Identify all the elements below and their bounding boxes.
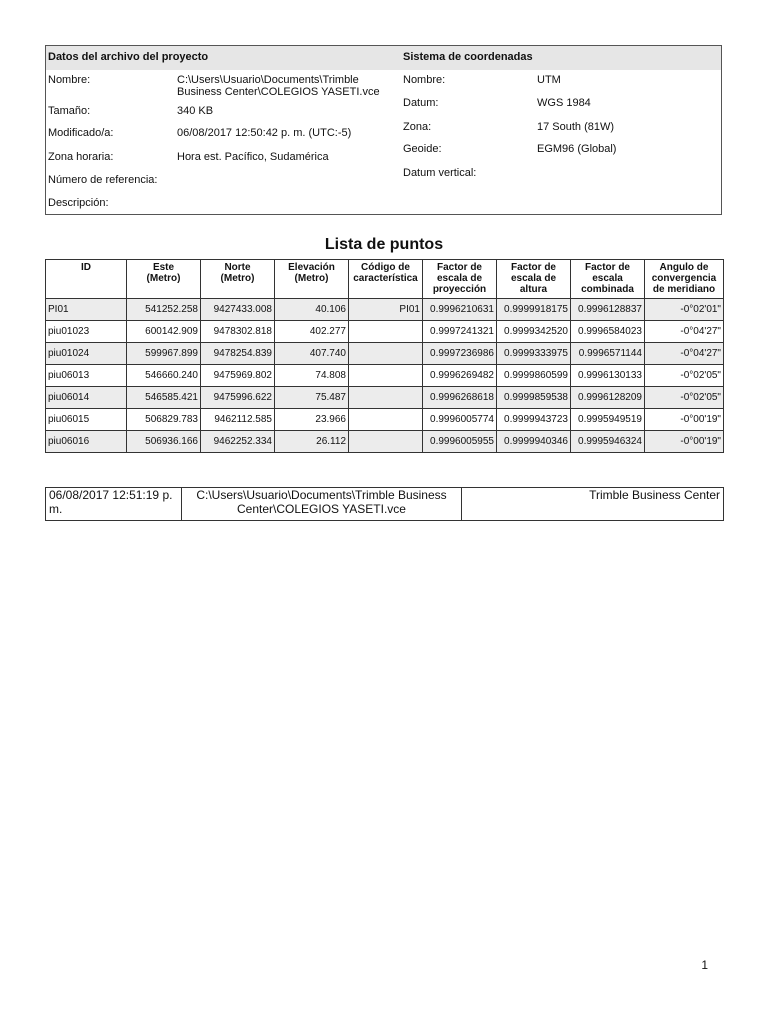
- table-cell: 0.9996128837: [571, 299, 645, 321]
- column-header: [497, 260, 571, 299]
- table-cell: 40.106: [275, 299, 349, 321]
- table-cell: 9462112.585: [201, 409, 275, 431]
- project-name-label: Nombre:: [48, 74, 91, 86]
- column-header-line: escala de: [510, 273, 557, 284]
- project-name-value-cont: Business Center\COLEGIOS YASETI.vce: [177, 86, 380, 98]
- table-row: [46, 365, 724, 387]
- project-data-heading: Datos del archivo del proyecto: [48, 51, 209, 63]
- column-header: [349, 260, 423, 299]
- column-header-line: Elevación: [288, 262, 335, 273]
- project-name-value: C:\Users\Usuario\Documents\Trimble: [177, 74, 359, 86]
- project-reference-label: Número de referencia:: [48, 174, 158, 186]
- points-table: [45, 259, 724, 453]
- table-row: [46, 343, 724, 365]
- project-description-label: Descripción:: [48, 197, 109, 209]
- column-header-line: Factor de: [584, 262, 630, 273]
- coord-name-label: Nombre:: [403, 74, 446, 86]
- table-cell: 0.9995946324: [571, 431, 645, 453]
- table-cell: 9475969.802: [201, 365, 275, 387]
- table-cell: -0°04'27": [645, 321, 724, 343]
- coord-zone-label: Zona:: [403, 121, 432, 133]
- footer-row: [46, 488, 724, 521]
- table-cell: PI01: [349, 299, 423, 321]
- column-header: [127, 260, 201, 299]
- table-cell: 541252.258: [127, 299, 201, 321]
- table-cell: piu01023: [46, 321, 127, 343]
- column-header: [46, 260, 127, 299]
- table-cell: 75.487: [275, 387, 349, 409]
- footer-timestamp-line1: 06/08/2017 12:51:19 p.: [49, 488, 173, 502]
- points-table-header: [46, 260, 724, 299]
- table-cell: 407.740: [275, 343, 349, 365]
- table-cell: 0.9995949519: [571, 409, 645, 431]
- points-table-body: [46, 299, 724, 453]
- project-size-label: Tamaño:: [48, 105, 91, 117]
- table-cell: 0.9999859538: [497, 387, 571, 409]
- column-header-line: Angulo de: [659, 262, 709, 273]
- table-cell: piu06015: [46, 409, 127, 431]
- table-cell: 9427433.008: [201, 299, 275, 321]
- table-cell: piu01024: [46, 343, 127, 365]
- table-row: [46, 387, 724, 409]
- table-row: [46, 409, 724, 431]
- table-cell: piu06016: [46, 431, 127, 453]
- project-size-value: 340 KB: [177, 105, 214, 117]
- coord-datum-value: WGS 1984: [537, 97, 591, 109]
- column-header-line: convergencia: [651, 273, 717, 284]
- project-timezone-value: Hora est. Pacífico, Sudamérica: [177, 151, 329, 163]
- project-info-header: [46, 46, 721, 70]
- coord-geoid-label: Geoide:: [403, 143, 442, 155]
- table-cell: 546660.240: [127, 365, 201, 387]
- footer-timestamp: [46, 488, 182, 521]
- table-cell: 0.9996571144: [571, 343, 645, 365]
- coord-vertical-datum-label: Datum vertical:: [403, 167, 477, 179]
- table-cell: 506936.166: [127, 431, 201, 453]
- table-row: [46, 299, 724, 321]
- table-cell: [349, 431, 423, 453]
- column-header-line: característica: [353, 273, 418, 284]
- coord-datum-label: Datum:: [403, 97, 439, 109]
- footer-file-path-line1: C:\Users\Usuario\Documents\Trimble Business: [196, 488, 447, 502]
- column-header-line: (Metro): [294, 273, 329, 284]
- table-cell: 0.9997236986: [423, 343, 497, 365]
- column-header-line: Factor de: [436, 262, 482, 273]
- table-cell: 0.9996584023: [571, 321, 645, 343]
- table-cell: 600142.909: [127, 321, 201, 343]
- column-header-line: combinada: [581, 284, 634, 295]
- column-header-line: Norte: [224, 262, 251, 273]
- column-header-line: Código de: [361, 262, 410, 273]
- table-cell: 402.277: [275, 321, 349, 343]
- table-cell: 0.9996005774: [423, 409, 497, 431]
- table-cell: 0.9999940346: [497, 431, 571, 453]
- column-header-line: escala: [592, 273, 623, 284]
- table-cell: 9462252.334: [201, 431, 275, 453]
- table-cell: 9475996.622: [201, 387, 275, 409]
- table-cell: 0.9996268618: [423, 387, 497, 409]
- table-cell: 23.966: [275, 409, 349, 431]
- table-cell: piu06014: [46, 387, 127, 409]
- table-cell: 0.9999342520: [497, 321, 571, 343]
- table-cell: 546585.421: [127, 387, 201, 409]
- coord-zone-value: 17 South (81W): [537, 121, 615, 133]
- table-cell: 0.9999918175: [497, 299, 571, 321]
- table-row: [46, 431, 724, 453]
- project-timezone-label: Zona horaria:: [48, 151, 114, 163]
- table-cell: -0°02'05": [645, 387, 724, 409]
- column-header-line: escala de: [436, 273, 483, 284]
- column-header-line: proyección: [432, 284, 487, 295]
- table-cell: 599967.899: [127, 343, 201, 365]
- table-cell: 26.112: [275, 431, 349, 453]
- table-cell: [349, 321, 423, 343]
- table-cell: PI01: [46, 299, 127, 321]
- table-cell: 0.9996005955: [423, 431, 497, 453]
- column-header-line: de meridiano: [652, 284, 716, 295]
- table-cell: 9478254.839: [201, 343, 275, 365]
- project-modified-value: 06/08/2017 12:50:42 p. m. (UTC:-5): [177, 127, 352, 139]
- column-header: [645, 260, 724, 299]
- column-header-line: Factor de: [510, 262, 556, 273]
- table-cell: 0.9999333975: [497, 343, 571, 365]
- table-cell: piu06013: [46, 365, 127, 387]
- table-cell: 0.9997241321: [423, 321, 497, 343]
- table-cell: 74.808: [275, 365, 349, 387]
- column-header-line: altura: [519, 284, 548, 295]
- project-info-box: [45, 45, 722, 215]
- table-cell: 0.9996210631: [423, 299, 497, 321]
- page-footer: [45, 487, 724, 521]
- coord-geoid-value: EGM96 (Global): [537, 143, 617, 155]
- table-cell: 0.9996128209: [571, 387, 645, 409]
- column-header: [571, 260, 645, 299]
- column-header-line: (Metro): [220, 273, 255, 284]
- table-cell: -0°04'27": [645, 343, 724, 365]
- table-cell: 506829.783: [127, 409, 201, 431]
- table-cell: -0°00'19": [645, 409, 724, 431]
- table-cell: 0.9996130133: [571, 365, 645, 387]
- table-cell: 0.9996269482: [423, 365, 497, 387]
- column-header: [423, 260, 497, 299]
- table-row: [46, 321, 724, 343]
- coord-name-value: UTM: [537, 74, 561, 86]
- table-cell: [349, 343, 423, 365]
- table-cell: -0°02'01": [645, 299, 724, 321]
- footer-timestamp-line2: m.: [49, 502, 63, 516]
- table-cell: [349, 365, 423, 387]
- column-header-line: (Metro): [146, 273, 181, 284]
- page-number: 1: [701, 958, 708, 972]
- footer-app-name: Trimble Business Center: [462, 488, 724, 521]
- column-header: [275, 260, 349, 299]
- project-modified-label: Modificado/a:: [48, 127, 114, 139]
- table-cell: 9478302.818: [201, 321, 275, 343]
- table-cell: [349, 409, 423, 431]
- points-list-title: Lista de puntos: [324, 236, 444, 253]
- footer-file-path: [182, 488, 462, 521]
- table-cell: -0°00'19": [645, 431, 724, 453]
- table-cell: [349, 387, 423, 409]
- column-header-line: Este: [152, 262, 175, 273]
- coordinate-system-heading: Sistema de coordenadas: [403, 51, 533, 63]
- column-header-line: ID: [81, 262, 91, 273]
- footer-file-path-line2: Center\COLEGIOS YASETI.vce: [237, 502, 406, 516]
- table-cell: 0.9999860599: [497, 365, 571, 387]
- table-cell: 0.9999943723: [497, 409, 571, 431]
- table-cell: -0°02'05": [645, 365, 724, 387]
- column-header: [201, 260, 275, 299]
